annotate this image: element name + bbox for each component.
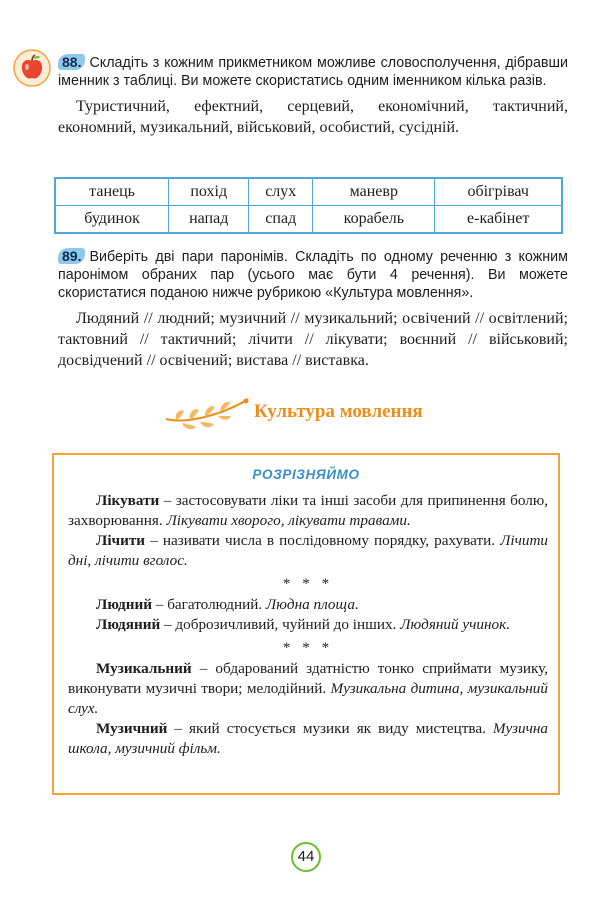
box-heading: РОЗРІЗНЯЙМО — [252, 467, 360, 482]
task-88-adjectives: Туристичний, ефектний, серцевий, економічний, тактичний, економний, музикальний, військовий, особистий, сусідній. — [58, 98, 568, 136]
table-row — [55, 206, 562, 234]
table-cell: танець — [55, 178, 169, 206]
entry-muzychnyi: Музичний – який стосується музики як виду мистецтва. Музична школа, музичний фільм. — [68, 720, 548, 757]
table-cell: спад — [249, 206, 313, 234]
entry-muzykalnyi: Музикальний – обдарований здатністю тонко сприймати музику, виконувати музичні твори; мелодійний. Музикальна дитина, музикальний слух. — [68, 660, 548, 717]
distinguish-box — [52, 453, 560, 795]
table-cell: корабель — [313, 206, 435, 234]
table-cell: е-кабінет — [435, 206, 562, 234]
entry-lyudyanyi: Людяний – доброзичливий, чуйний до інших. Людяний учинок. — [96, 616, 511, 633]
entry-likuvaty: Лікувати – застосовувати ліки та інші засоби для припинення болю, захворювання. Лікувати хворого, лікувати травами. — [68, 492, 548, 529]
table-cell: маневр — [313, 178, 435, 206]
task-89-instruction: Виберіть дві пари паронімів. Складіть по одному реченню з кожним паронімом обраних пар (усього має бути 4 речення). Ви можете скористатися поданою нижче рубрикою «Культура мовлення». — [58, 249, 568, 301]
entry-lyudnyi: Людний – багатолюдний. Людна площа. — [96, 596, 359, 613]
table-cell: похід — [169, 178, 249, 206]
culture-banner-title: Культура мовлення — [254, 401, 423, 422]
task-89-number: 89. — [58, 248, 85, 264]
task-88-number: 88. — [58, 54, 85, 70]
task-88-instruction-block — [58, 54, 568, 90]
noun-table — [54, 177, 563, 234]
table-cell: обігрівач — [435, 178, 562, 206]
task-89-paronyms: Людяний // людний; музичний // музикальний; освічений // освітлений; тактовний // тактичний; лічити // лікувати; воєнний // військовий; досвідчений // освічений; вистава // виставка. — [58, 310, 568, 369]
separator: * * * — [282, 575, 334, 592]
task-89-instruction-block — [58, 248, 568, 302]
table-row — [55, 178, 562, 206]
separator: * * * — [282, 639, 334, 656]
apple-icon — [12, 48, 52, 88]
box-body — [68, 491, 548, 759]
table-cell: слух — [249, 178, 313, 206]
table-cell: будинок — [55, 206, 169, 234]
culture-banner — [162, 393, 462, 435]
page-number: 44 — [291, 842, 321, 872]
task-88 — [58, 54, 568, 138]
task-89 — [58, 248, 568, 371]
task-88-instruction: Складіть з кожним прикметником можливе словосполучення, дібравши іменник з таблиці. Ви можете скористатись одним іменником кілька разів. — [58, 55, 568, 89]
entry-lichyty: Лічити – називати числа в послідовному порядку, рахувати. Лічити дні, лічити вголос. — [68, 532, 548, 569]
table-cell: напад — [169, 206, 249, 234]
leaf-ornament-icon — [162, 393, 252, 435]
